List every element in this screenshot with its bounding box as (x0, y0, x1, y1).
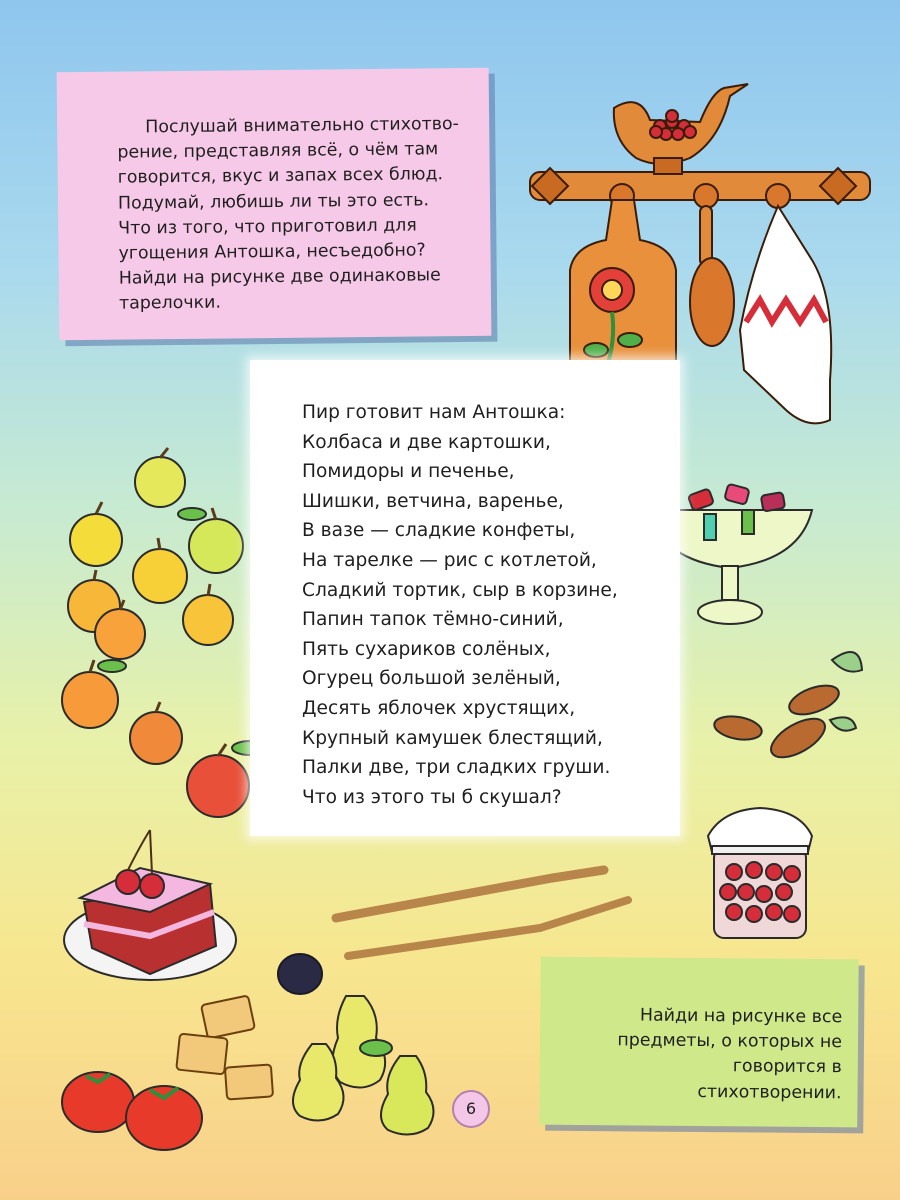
towel (740, 206, 831, 423)
poem-line: Десять яблочек хрустящих, (302, 697, 576, 719)
poem-line: Что из этого ты б скушал? (302, 786, 562, 808)
instruction-note-bottom (539, 957, 858, 1128)
poem-line: В вазе — сладкие конфеты, (302, 520, 576, 542)
instruction-text-top: Послушай внимательно стихотво- рение, представляя всё, о чём там говорится, вкус и запах всех блюд. Подумай, любишь ли ты это есть. Что из того, что приготовил для угощения Антошка, несъедобно? Найди на рисунке две одинаковые тарелочки. (117, 114, 460, 315)
poem-line: Колбаса и две картошки, (302, 431, 551, 453)
wooden-spoon (690, 206, 734, 346)
poem-lines (302, 398, 618, 812)
poem-line: Огурец большой зелёный, (302, 668, 561, 690)
poem-line: На тарелке — рис с котлетой, (302, 549, 597, 571)
bird-bowl-with-berries (614, 84, 748, 174)
poem-line: Папин тапок тёмно-синий, (302, 609, 564, 631)
poem-line: Помидоры и печенье, (302, 461, 515, 483)
poem-card (250, 360, 680, 836)
page-number: 6 (452, 1090, 490, 1128)
cake-on-plate (64, 830, 236, 980)
poem-line: Пир готовит нам Антошка: (302, 402, 566, 423)
dark-stone (278, 954, 322, 994)
jam-jar (708, 808, 812, 938)
instruction-text-bottom: Найди на рисунке все предметы, о которых не говорится в стихотворении. (617, 1005, 843, 1103)
poem-line: Палки две, три сладких груши. (302, 757, 611, 779)
apples (62, 448, 268, 817)
tomatoes (62, 1072, 202, 1150)
sticks (336, 870, 628, 956)
wooden-kitchen-rack (530, 168, 870, 208)
instruction-note-top (57, 68, 492, 341)
poem-line: Крупный камушек блестящий, (302, 727, 603, 749)
poem-line: Пять сухариков солёных, (302, 638, 551, 660)
crackers (176, 995, 273, 1099)
pears (293, 996, 434, 1135)
pine-cones (712, 652, 862, 765)
poem-line: Шишки, ветчина, варенье, (302, 490, 564, 512)
poem-line: Сладкий тортик, сыр в корзине, (302, 579, 618, 601)
